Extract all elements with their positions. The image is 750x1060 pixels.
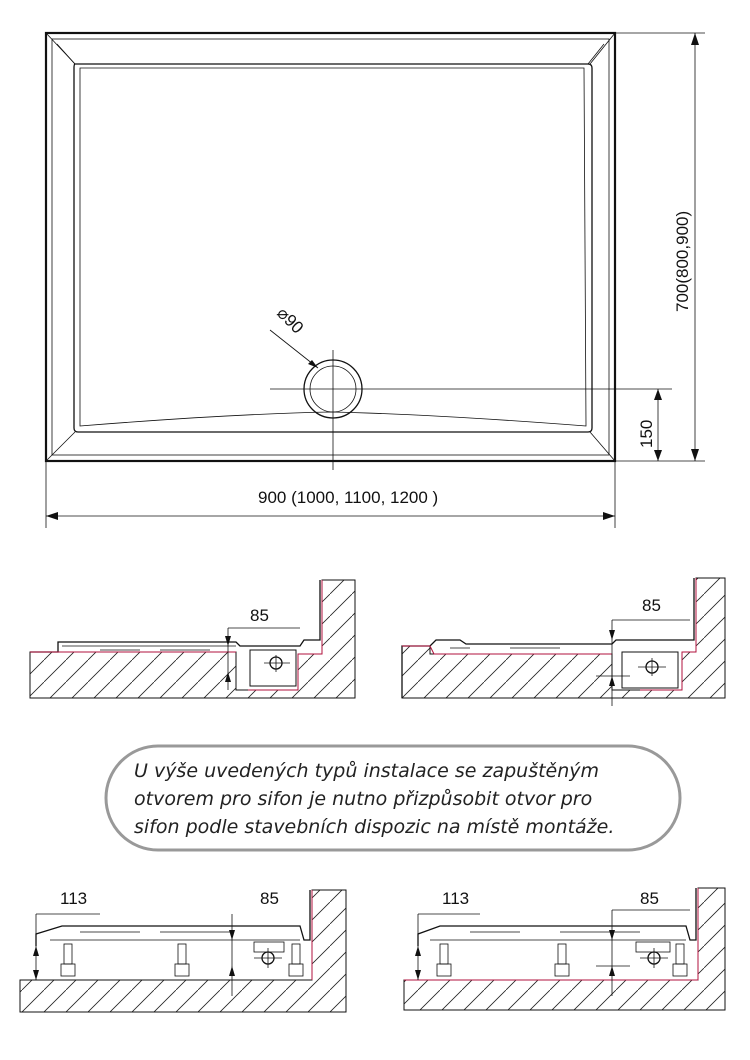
- mid-right-dim-label: 85: [642, 596, 661, 615]
- bottom-right-dim-a-label: 113: [442, 889, 470, 908]
- tray-rim: [52, 39, 609, 455]
- section-legs-left: [20, 889, 346, 1012]
- section-recessed-wall-left: [30, 580, 355, 698]
- drain-outlet: [270, 303, 672, 470]
- height-label: 700(800,900): [673, 210, 692, 312]
- support-leg: [289, 944, 303, 976]
- tray-top-view: [46, 33, 615, 461]
- support-leg: [555, 944, 569, 976]
- floor-hatch: [30, 580, 355, 698]
- bottom-left-dim-a-label: 113: [60, 889, 88, 908]
- support-leg: [61, 944, 75, 976]
- bottom-right-dim-b-label: 85: [640, 889, 659, 908]
- installation-note: [106, 746, 680, 850]
- support-leg: [673, 944, 687, 976]
- note-line-2: otvorem pro sifon je nutno přizpůsobit otvor pro: [134, 788, 593, 810]
- width-label: 900 (1000, 1100, 1200 ): [258, 488, 439, 507]
- section-recessed-wall-right: [402, 578, 725, 706]
- drain-offset-dimension: [637, 389, 662, 461]
- corner-bevel: [590, 432, 615, 461]
- note-line-3: sifon podle stavebních dispozic na místě montáže.: [134, 816, 615, 838]
- tray-profile: [30, 580, 320, 652]
- corner-bevel: [46, 432, 75, 461]
- section-legs-right: [404, 888, 725, 1010]
- drain-offset-label: 150: [637, 419, 656, 448]
- drain-diameter-label: ⌀90: [273, 303, 308, 338]
- support-leg: [175, 944, 189, 976]
- bottom-left-dim-b-label: 85: [260, 889, 279, 908]
- support-leg: [437, 944, 451, 976]
- corner-bevel: [590, 33, 615, 64]
- width-dimension: [46, 461, 615, 528]
- tray-outer-edge: [46, 33, 615, 461]
- siphon-body: [622, 652, 678, 688]
- floor-hatch: [20, 890, 346, 1012]
- note-line-1: U výše uvedených typů instalace se zapuštěným: [134, 760, 600, 782]
- mid-left-dim-label: 85: [250, 606, 269, 625]
